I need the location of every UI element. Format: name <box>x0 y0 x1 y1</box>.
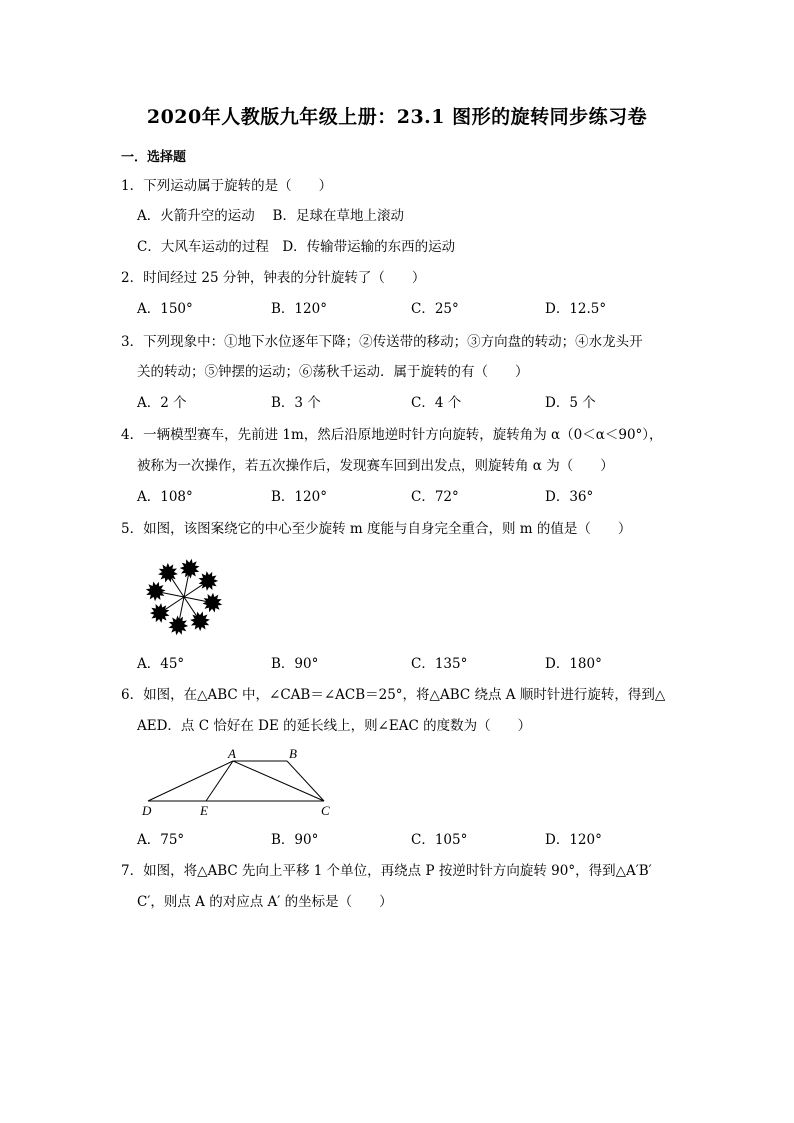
question-5-option-b[interactable]: B．90° <box>271 656 319 672</box>
question-7-text-line-2: C′，则点 A 的对应点 A′ 的坐标是（ ） <box>137 894 393 910</box>
pinwheel-starburst <box>150 603 170 623</box>
question-6-option-b[interactable]: B．90° <box>271 832 319 848</box>
question-4-text-line-2: 被称为一次操作，若五次操作后，发现赛车回到出发点，则旋转角 α 为（ ） <box>137 458 614 474</box>
question-1-options-row-1[interactable]: A．火箭升空的运动 B．足球在草地上滚动 <box>137 208 404 224</box>
question-4-option-b[interactable]: B．120° <box>271 489 327 505</box>
page-title: 2020年人教版九年级上册：23.1 图形的旋转同步练习卷 <box>146 106 648 128</box>
question-6-triangle-figure <box>138 744 338 822</box>
question-4-option-a[interactable]: A．108° <box>137 489 193 505</box>
question-6-text-line-1: 6．如图，在△ABC 中，∠CAB＝∠ACB＝25°，将△ABC 绕点 A 顺时针进行旋转，得到△ <box>121 687 666 703</box>
question-2-option-a[interactable]: A．150° <box>137 301 193 317</box>
question-6-option-c[interactable]: C．105° <box>411 832 468 848</box>
question-4-text-line-1: 4．一辆模型赛车，先前进 1m，然后沿原地逆时针方向旋转，旋转角为 α（0＜α＜90°）， <box>121 427 663 443</box>
question-2-option-b[interactable]: B．120° <box>271 301 327 317</box>
question-2-text: 2．时间经过 25 分钟，钟表的分针旋转了（ ） <box>121 270 426 286</box>
segment-bc <box>287 761 324 801</box>
pinwheel-starburst <box>180 559 200 579</box>
question-6-option-d[interactable]: D．120° <box>545 832 602 848</box>
question-3-text-line-1: 3．下列现象中：①地下水位逐年下降；②传送带的移动；③方向盘的转动；④水龙头开 <box>121 334 643 350</box>
question-3-option-a[interactable]: A．2 个 <box>137 395 187 411</box>
pinwheel-starburst <box>202 593 222 613</box>
question-5-option-c[interactable]: C．135° <box>411 656 468 672</box>
question-2-option-d[interactable]: D．12.5° <box>545 301 607 317</box>
question-5-text: 5．如图，该图案绕它的中心至少旋转 m 度能与自身完全重合，则 m 的值是（ ） <box>121 521 632 537</box>
question-3-option-c[interactable]: C．4 个 <box>411 395 462 411</box>
question-5-pinwheel-figure <box>138 554 230 640</box>
pinwheel-starburst <box>146 582 166 602</box>
question-4-option-c[interactable]: C．72° <box>411 489 459 505</box>
question-3-text-line-2: 关的转动；⑤钟摆的运动；⑥荡秋千运动．属于旋转的有（ ） <box>137 364 529 380</box>
pinwheel-starburst <box>199 571 219 591</box>
label-d: D <box>142 803 152 818</box>
question-5-option-d[interactable]: D．180° <box>545 656 602 672</box>
pinwheel-starburst <box>190 612 210 632</box>
section-heading: 一．选择题 <box>121 150 187 165</box>
question-1-text: 1．下列运动属于旋转的是（ ） <box>121 178 333 194</box>
question-2-option-c[interactable]: C．25° <box>411 301 459 317</box>
label-a: A <box>228 746 236 761</box>
question-1-options-row-2[interactable]: C．大风车运动的过程 D．传输带运输的东西的运动 <box>137 239 456 255</box>
question-3-option-d[interactable]: D．5 个 <box>545 395 596 411</box>
question-5-option-a[interactable]: A．45° <box>137 656 185 672</box>
question-3-option-b[interactable]: B．3 个 <box>271 395 321 411</box>
question-6-option-a[interactable]: A．75° <box>137 832 185 848</box>
question-6-text-line-2: AED．点 C 恰好在 DE 的延长线上，则∠EAC 的度数为（ ） <box>137 718 532 734</box>
question-4-option-d[interactable]: D．36° <box>545 489 594 505</box>
pinwheel-starburst <box>169 615 189 635</box>
pinwheel-starburst <box>158 563 178 583</box>
segment-ad <box>148 761 233 801</box>
label-c: C <box>321 803 330 818</box>
question-7-text-line-1: 7．如图，将△ABC 先向上平移 1 个单位，再绕点 P 按逆时针方向旋转 90°，得到△A′B′ <box>121 863 652 879</box>
label-b: B <box>289 746 297 761</box>
label-e: E <box>200 803 208 818</box>
segment-ac <box>233 761 324 801</box>
